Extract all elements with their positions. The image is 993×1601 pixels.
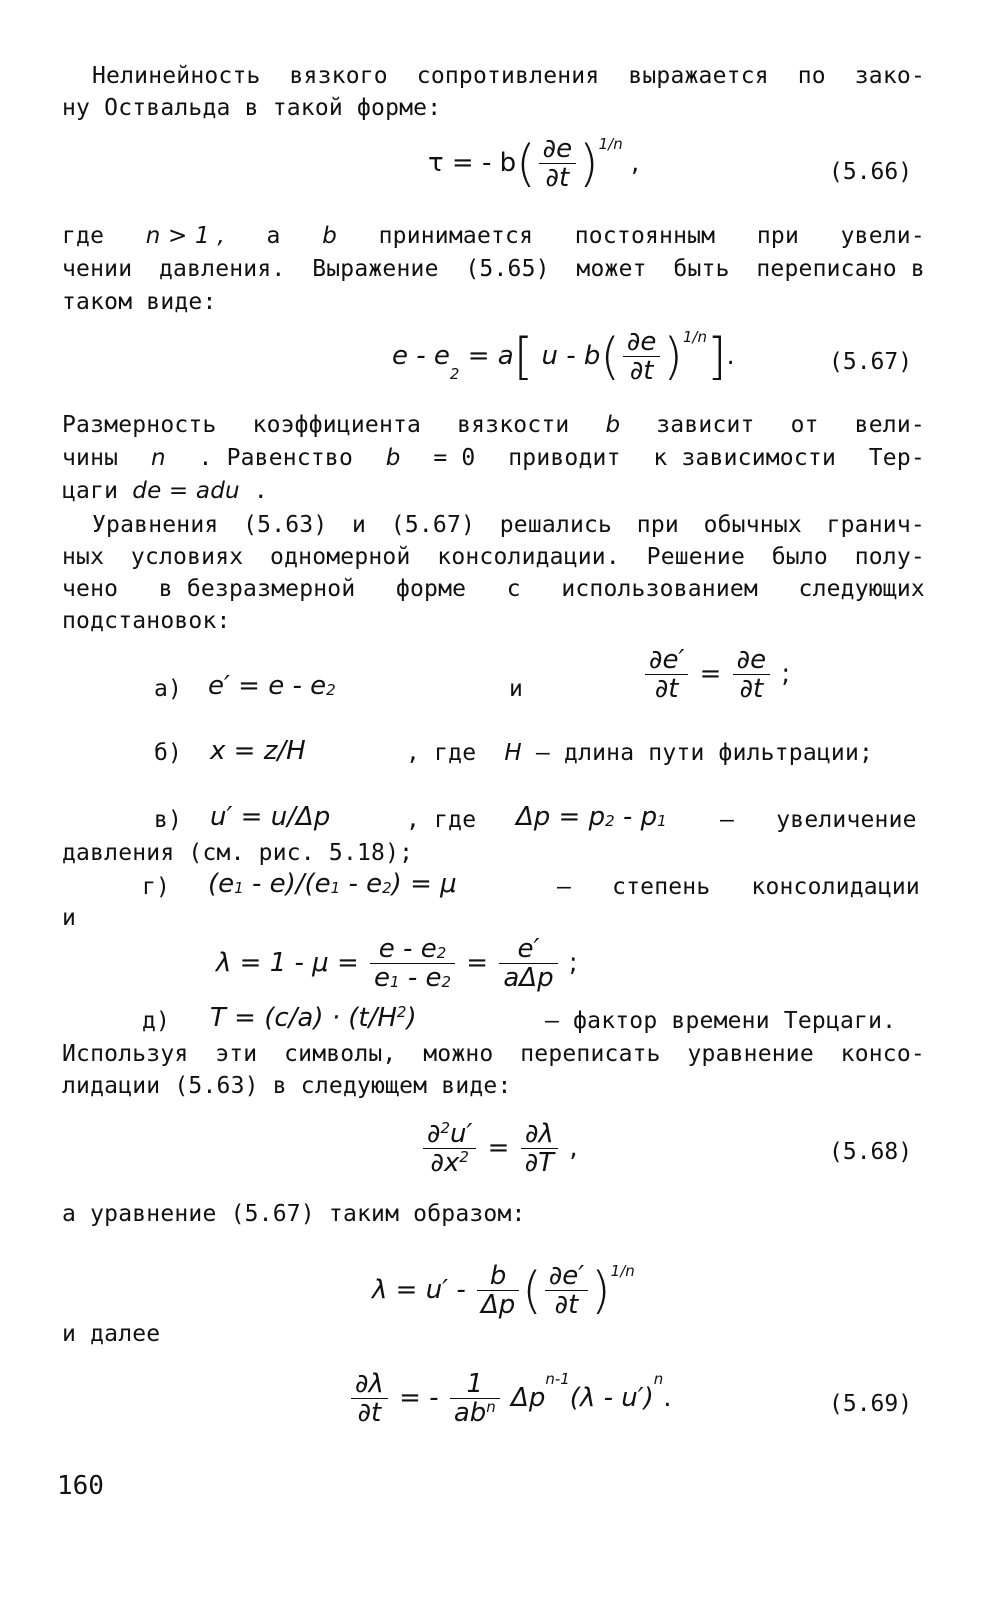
equation-number: (5.66) — [829, 159, 913, 185]
text-line: таком виде: — [62, 289, 217, 315]
formula-d: (e1 - e)/(e1 - e2) = μ — [208, 869, 457, 899]
text-line: ну Оствальда в такой форме: — [62, 95, 442, 121]
formula-c: u′ = u/Δp — [210, 802, 331, 832]
text-line: чено в безразмерной форме с использованием следующих — [62, 576, 925, 602]
formula-a-left: e′ = e - e2 — [208, 671, 336, 701]
item-label: в) — [154, 807, 183, 833]
text-line: – степень консолидации — [557, 874, 920, 900]
equation-number: (5.67) — [829, 349, 913, 375]
equation-5-67: e - e2 = a[ u - b( $\frac{\partial e}{\partial t}$ )$^{1/n}$]. — [392, 327, 735, 386]
item-label: б) — [154, 740, 183, 766]
equation-number: (5.69) — [829, 1391, 913, 1417]
text-line: – увеличение — [720, 807, 917, 833]
equation-number: (5.68) — [829, 1139, 913, 1165]
item-label: д) — [142, 1008, 171, 1034]
text-line: и — [62, 905, 77, 931]
text-line: лидации (5.63) в следующем виде: — [62, 1073, 512, 1099]
text-line: , где — [406, 807, 477, 833]
formula-a-right: $\frac{\partial e'}{\partial t}$ = $\frac{\partial e}{\partial t}$ ; — [642, 646, 790, 703]
item-label: г) — [142, 874, 171, 900]
formula-c-delta: Δp = p2 - p1 — [516, 802, 667, 832]
formula-lambda: λ = 1 - μ = $\frac{e - e2}{e1 - e2}$ = $\frac{e'}{\text{aΔp}}$ ; — [216, 934, 578, 993]
equation-lambda-u: λ = u′ - $\frac{b}{\Delta p}$ ( $\frac{\partial e'}{\partial t}$ )$^{1/n}$ — [372, 1261, 635, 1320]
equation-5-66: τ = - b( $\frac{\partial e}{\partial t}$ )$^{1/n}$ , — [428, 134, 640, 193]
text-line: цаги de = adu . — [62, 478, 268, 504]
text-line: где n > 1 , а b принимается постоянным при увели- — [62, 223, 925, 249]
text-line: ных условиях одномерной консолидации. Решение было полу- — [62, 544, 925, 570]
text-line: – фактор времени Терцаги. — [545, 1008, 897, 1034]
text-line: и далее — [62, 1321, 161, 1347]
equation-5-69: $\frac{\partial\lambda}{\partial t}$ = - $\frac{1}{ab^n}$ $\Delta p^{n-1}(\lambda - u')^n$. — [348, 1370, 672, 1427]
text-line: Размерность коэффициента вязкости b зависит от вели- — [62, 412, 925, 438]
formula-e: $T = (c/a) \cdot (t/H^2)$ — [210, 1003, 417, 1033]
equation-5-68: $\frac{\partial^2u'}{\partial x^2}$ = $\frac{\partial\lambda}{\partial T}$ , — [420, 1120, 578, 1177]
text-line: чении давления. Выражение (5.65) может быть переписано в — [62, 256, 925, 282]
page-number: 160 — [57, 1471, 104, 1501]
text-line: Уравнения (5.63) и (5.67) решались при обычных гранич- — [92, 512, 925, 538]
item-label: а) — [154, 676, 183, 702]
text-line: Нелинейность вязкого сопротивления выражается по зако- — [92, 63, 925, 89]
text-line: , где H – длина пути фильтрации; — [406, 740, 874, 766]
text-line: подстановок: — [62, 608, 231, 634]
text-line: а уравнение (5.67) таким образом: — [62, 1201, 526, 1227]
text-line: Используя эти символы, можно переписать уравнение консо- — [62, 1041, 925, 1067]
conjunction: и — [509, 676, 524, 702]
formula-b: x = z/H — [210, 736, 306, 766]
text-line: давления (см. рис. 5.18); — [62, 840, 414, 866]
text-line: чины n . Равенство b = 0 приводит к зависимости Тер- — [62, 445, 925, 471]
